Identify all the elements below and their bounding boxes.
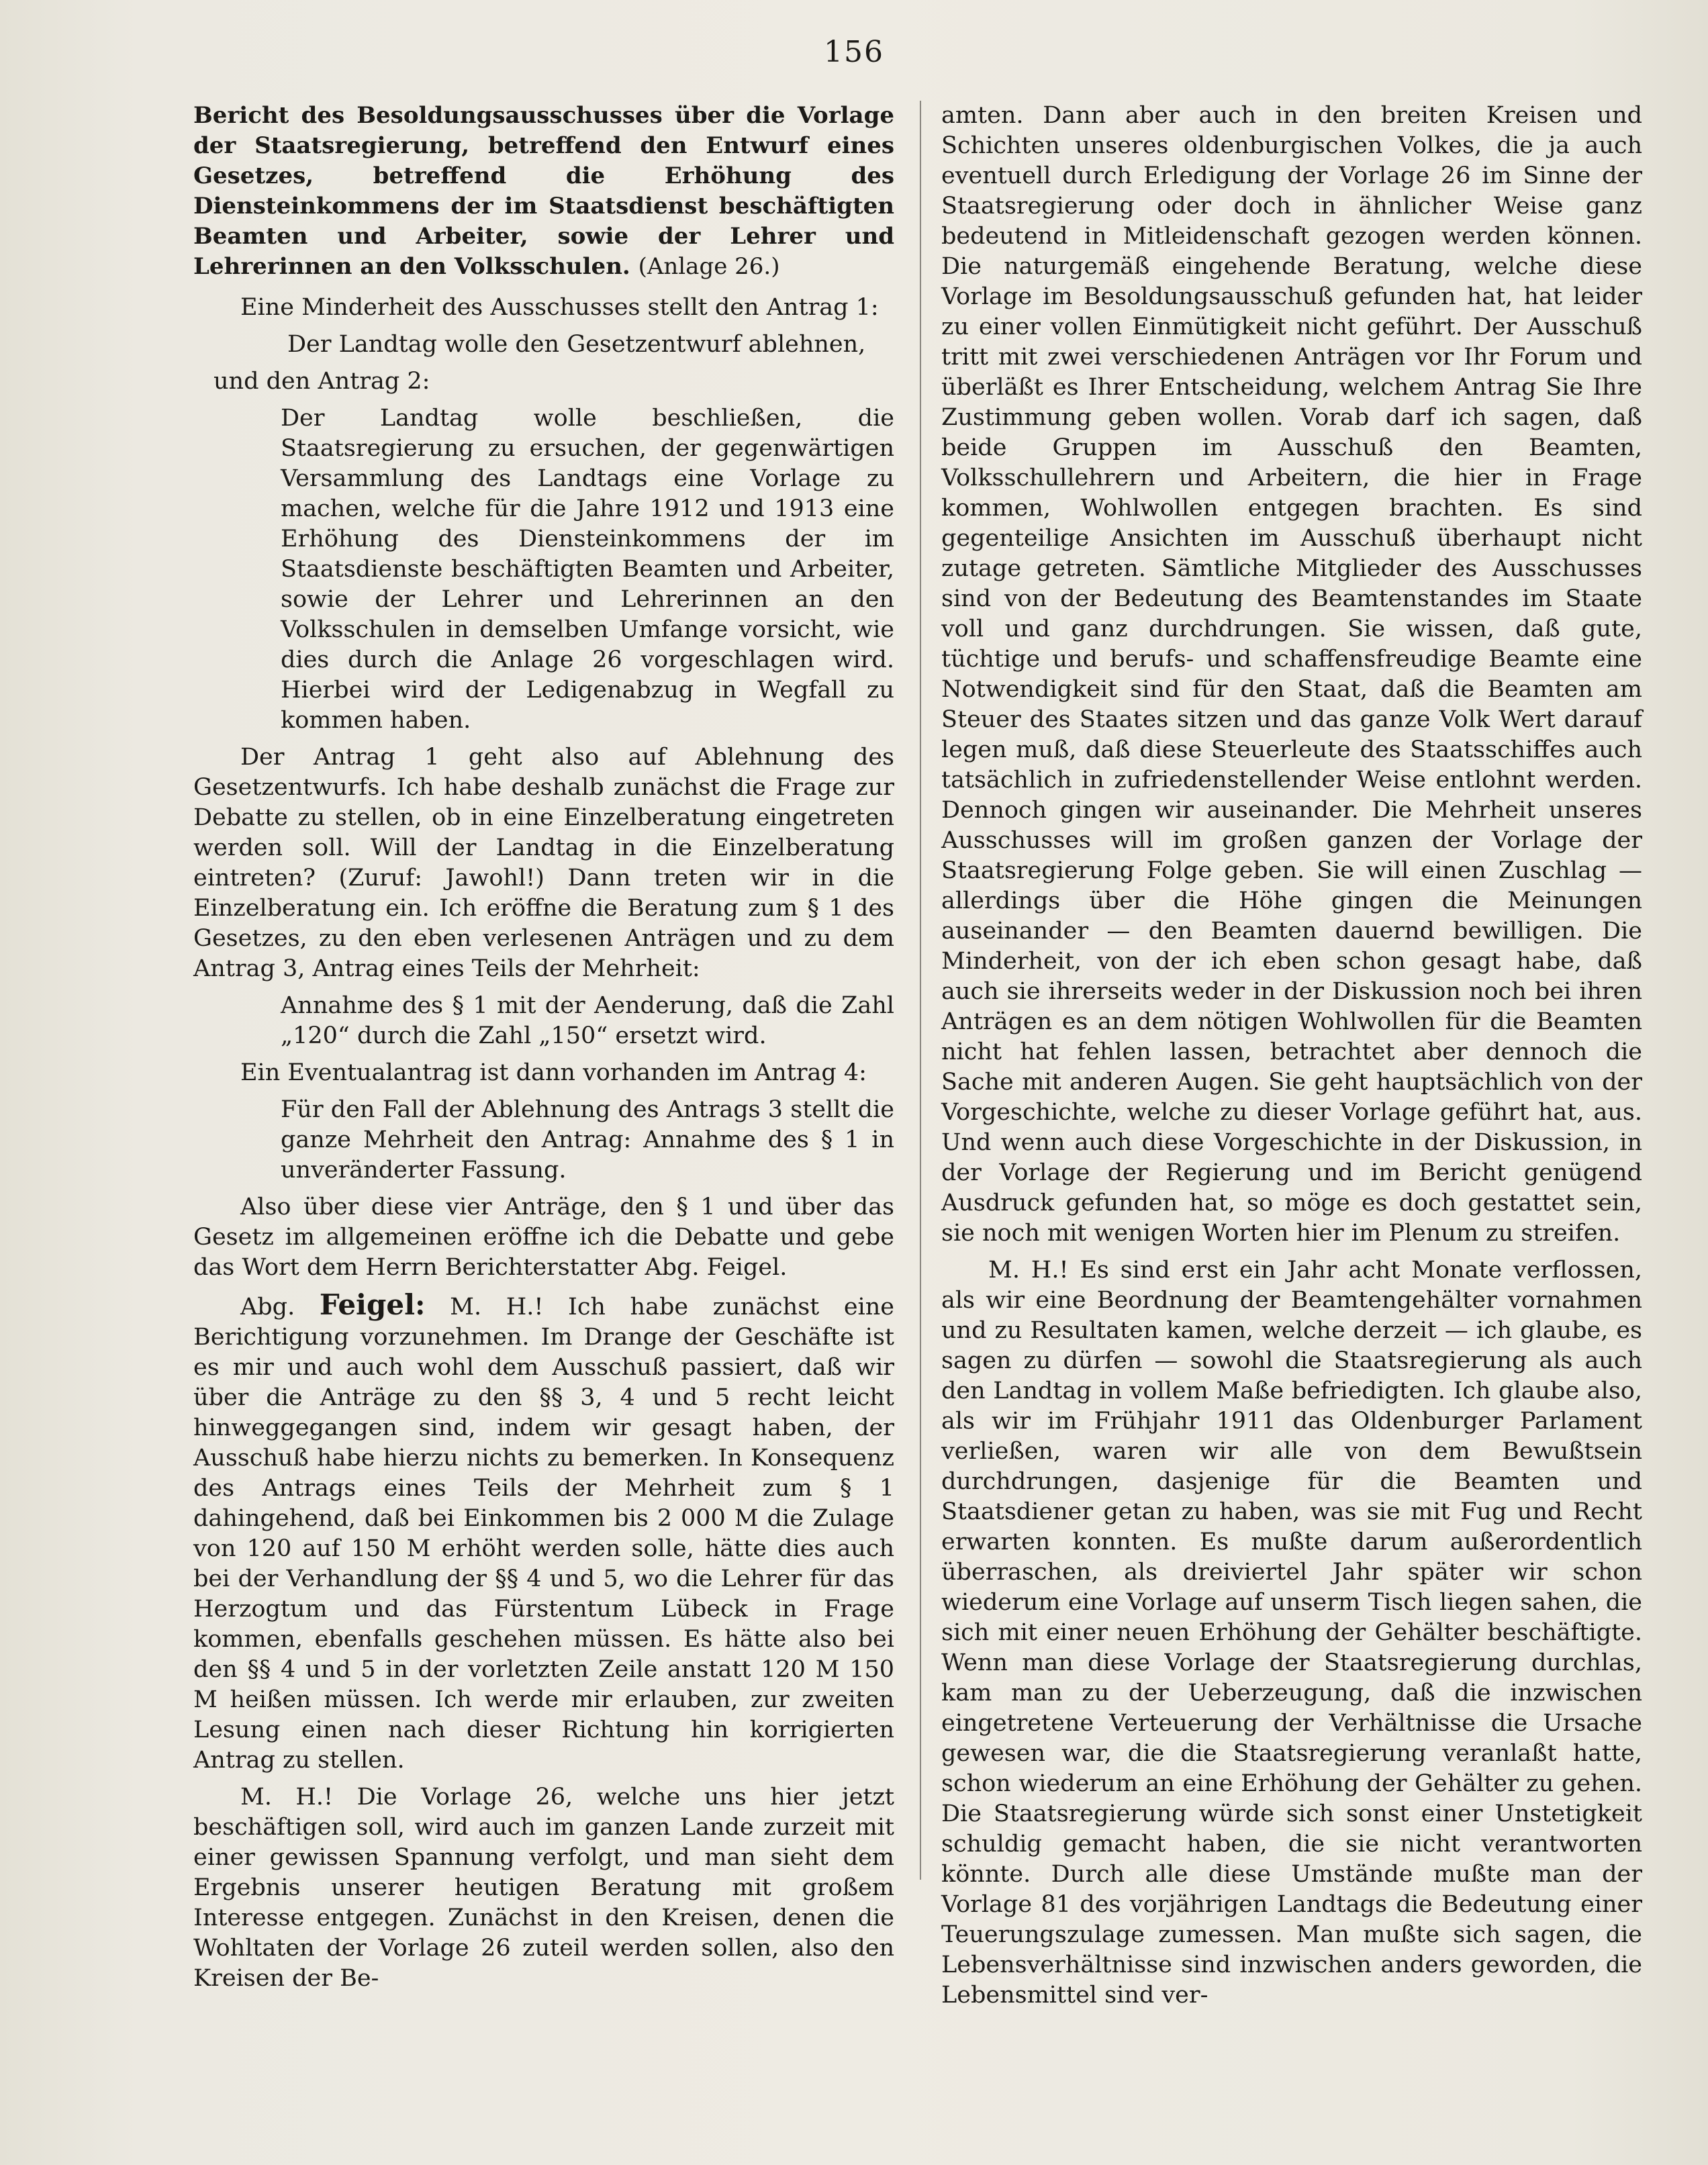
report-heading-anlage: (Anlage 26.) bbox=[638, 253, 780, 280]
paragraph-vorlage-26: M. H.! Die Vorlage 26, welche uns hier jetzt beschäftigen soll, wird auch im ganzen Lande zurzeit mit einer gewissen Spannung verfolgt, und man sieht dem Ergebnis unserer heutigen Beratung mit großem Interesse entgegen. Zunächst in den Kreisen, denen die Wohltaten der Vorlage 26 zuteil werden sollen, also den Kreisen der Be- bbox=[193, 1784, 894, 1992]
right-column bbox=[941, 101, 1642, 2017]
paragraph-feigel-speech bbox=[193, 1290, 894, 1776]
motion-2-text: Der Landtag wolle beschließen, die Staatsregierung zu ersuchen, der gegenwärtigen Versammlung des Landtags eine Vorlage zu machen, welche für die Jahre 1912 und 1913 eine Erhöhung des Diensteinkommens der im Staatsdienste beschäftigten Beamten und Arbeiter, sowie der Lehrer und Lehrerinnen an den Volksschulen in demselben Umfange vorsicht, wie dies durch die Anlage 26 vorgeschlagen wird. Hierbei wird der Ledigenabzug in Wegfall zu kommen haben. bbox=[281, 405, 894, 734]
motion-1-text: Der Landtag wolle den Gesetzentwurf ablehnen, bbox=[287, 331, 866, 358]
motion-3-text: Annahme des § 1 mit der Aenderung, daß die Zahl „120“ durch die Zahl „150“ ersetzt wird. bbox=[281, 992, 894, 1049]
motion-4-text: Für den Fall der Ablehnung des Antrags 3 stellt die ganze Mehrheit den Antrag: Annahme des § 1 in unveränderter Fassung. bbox=[281, 1096, 894, 1184]
paragraph-motion-2-intro: und den Antrag 2: bbox=[214, 368, 430, 395]
paragraph-minority-motion: Eine Minderheit des Ausschusses stellt den Antrag 1: bbox=[240, 294, 879, 321]
paragraph-continuation: amten. Dann aber auch in den breiten Kreisen und Schichten unseres oldenburgischen Volkes, die ja auch eventuell durch Erledigung der Vorlage 26 im Sinne der Staatsregierung oder doch in ähnlicher Weise ganz bedeutend in Mitleidenschaft gezogen werden können. Die naturgemäß eingehende Beratung, welche diese Vorlage im Besoldungsausschuß gefunden hat, hat leider zu einer vollen Einmütigkeit nicht geführt. Der Ausschuß tritt mit zwei verschiedenen Anträgen vor Ihr Forum und überläßt es Ihrer Entscheidung, welchem Antrag Sie Ihre Zustimmung geben wollen. Vorab darf ich sagen, daß beide Gruppen im Ausschuß den Beamten, Volksschullehrern und Arbeitern, die hier in Frage kommen, Wohlwollen entgegen brachten. Es sind gegenteilige Ansichten im Ausschuß überhaupt nicht zutage getreten. Sämtliche Mitglieder des Ausschusses sind von der Bedeutung des Beamtenstandes im Staate voll und ganz durchdrungen. Sie wissen, daß gute, tüchtige und berufs- und schaffensfreudige Beamte eine Notwendigkeit sind für den Staat, daß die Beamten am Steuer des Staates sitzen und das ganze Volk Wert darauf legen muß, daß diese Steuerleute des Staatsschiffes auch tatsächlich in zufriedenstellender Weise entlohnt werden. Dennoch gingen wir auseinander. Die Mehrheit unseres Ausschusses will im großen ganzen der Vorlage der Staatsregierung Folge geben. Sie will einen Zuschlag — allerdings über die Höhe gingen die Meinungen auseinander — den Beamten dauernd bewilligen. Die Minderheit, von der ich eben schon gesagt habe, daß auch sie ihrerseits weder in der Diskussion noch bei ihren Anträgen es an dem nötigen Wohlwollen für die Beamten nicht hat fehlen lassen, betrachtet aber dennoch die Sache mit anderen Augen. Sie geht hauptsächlich von der Vorgeschichte, welche zu dieser Vorlage geführt hat, aus. Und wenn auch diese Vorgeschichte in der Diskussion, in der Vorlage der Regierung und im Bericht genügend Ausdruck gefunden hat, so möge es doch gestattet sein, sie noch mit wenigen Worten hier im Plenum zu streifen. bbox=[941, 102, 1642, 1247]
speaker-name: Feigel: bbox=[319, 1288, 426, 1321]
paragraph-motion-4-intro: Ein Eventualantrag ist dann vorhanden im Antrag 4: bbox=[240, 1059, 867, 1086]
paragraph-debate-opening: Der Antrag 1 geht also auf Ablehnung des Gesetzentwurfs. Ich habe deshalb zunächst die Frage zur Debatte zu stellen, ob in eine Einzelberatung eingetreten werden soll. Will der Landtag in die Einzelberatung eintreten? (Zuruf: Jawohl!) Dann treten wir in die Einzelberatung ein. Ich eröffne die Beratung zum § 1 des Gesetzes, zu den eben verlesenen Anträgen und zu dem Antrag 3, Antrag eines Teils der Mehrheit: bbox=[193, 744, 894, 982]
feigel-speech-text: M. H.! Ich habe zunächst eine Berichtigung vorzunehmen. Im Drange der Geschäfte ist es mir und auch wohl dem Ausschuß passiert, daß wir über die Anträge zu den §§ 3, 4 und 5 recht leicht hinweggegangen sind, indem wir gesagt haben, der Ausschuß habe hierzu nichts zu bemerken. In Konsequenz des Antrags eines Teils der Mehrheit zum § 1 dahingehend, daß bei Einkommen bis 2 000 M die Zulage von 120 auf 150 M erhöht werden solle, hätte dies auch bei der Verhandlung der §§ 4 und 5, wo die Lehrer für das Herzogtum und das Fürstentum Lübeck in Frage kommen, ebenfalls geschehen müssen. Es hätte also bei den §§ 4 und 5 in der vorletzten Zeile anstatt 120 M 150 M heißen müssen. Ich werde mir erlauben, zur zweiten Lesung einen nach dieser Richtung hin korrigierten Antrag zu stellen. bbox=[193, 1294, 894, 1774]
report-heading bbox=[193, 101, 894, 282]
column-divider bbox=[920, 101, 921, 1880]
speaker-prefix: Abg. bbox=[240, 1294, 295, 1320]
left-column bbox=[193, 101, 894, 2001]
paragraph-debate-open: Also über diese vier Anträge, den § 1 und über das Gesetz im allgemeinen eröffne ich die Debatte und gebe das Wort dem Herrn Berichterstatter Abg. Feigel. bbox=[193, 1194, 894, 1281]
page-number: 156 bbox=[824, 35, 884, 69]
paragraph-salary-history: M. H.! Es sind erst ein Jahr acht Monate verflossen, als wir eine Beordnung der Beamtengehälter vornahmen und zu Resultaten kamen, welche derzeit — ich glaube, es sagen zu dürfen — sowohl die Staatsregierung als auch den Landtag in vollem Maße befriedigten. Ich glaube also, als wir im Frühjahr 1911 das Oldenburger Parlament verließen, waren wir alle von dem Bewußtsein durchdrungen, dasjenige für die Beamten und Staatsdiener getan zu haben, was sie mit Fug und Recht erwarten konnten. Es mußte darum außerordentlich überraschen, als dreiviertel Jahr später wir schon wiederum eine Vorlage auf unserm Tisch liegen sahen, die sich mit einer neuen Erhöhung der Gehälter beschäftigte. Wenn man diese Vorlage der Staatsregierung durchlas, kam man zu der Ueberzeugung, daß die inzwischen eingetretene Verteuerung der Verhältnisse die Ursache gewesen war, die die Staatsregierung veranlaßt hatte, schon wiederum an eine Erhöhung der Gehälter zu gehen. Die Staatsregierung würde sich sonst einer Unstetigkeit schuldig gemacht haben, die sie nicht verantworten könnte. Durch alle diese Umstände mußte man der Vorlage 81 des vorjährigen Landtags die Bedeutung einer Teuerungszulage zumessen. Man mußte sich sagen, die Lebensverhältnisse sind inzwischen anders geworden, die Lebensmittel sind ver- bbox=[941, 1257, 1642, 2009]
report-heading-text: Bericht des Besoldungsausschusses über die Vorlage der Staatsregierung, betreffend den Entwurf eines Gesetzes, betreffend die Erhöhung des Diensteinkommens der im Staatsdienst beschäftigten Beamten und Arbeiter, sowie der Lehrer und Lehrerinnen an den Volksschulen. bbox=[193, 102, 894, 280]
